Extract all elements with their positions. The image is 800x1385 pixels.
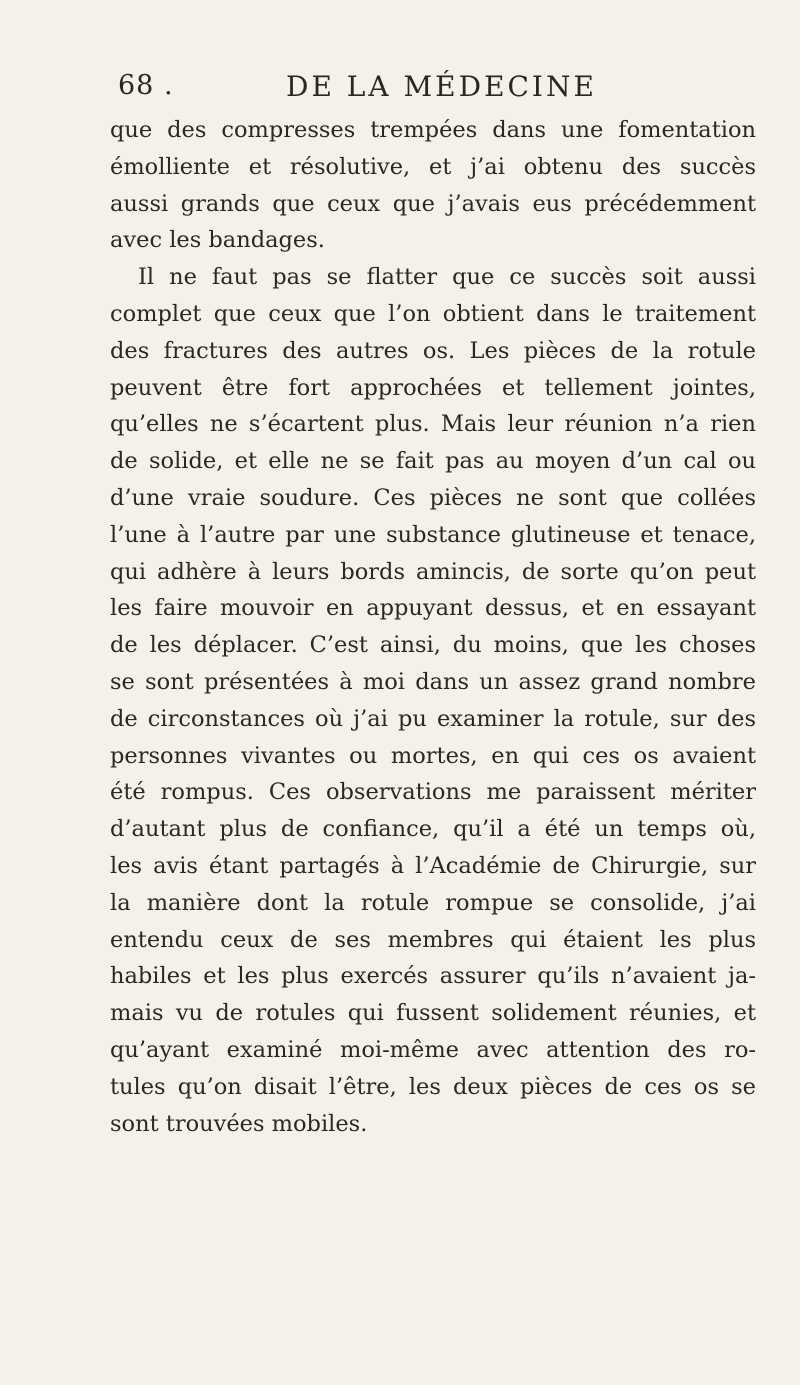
- page-number-separator: .: [163, 70, 174, 101]
- text-line: qu’elles ne s’écartent plus. Mais leur réunion n’a rien: [110, 411, 756, 438]
- running-head: [118, 70, 678, 110]
- text-line: de les déplacer. C’est ainsi, du moins, que les choses: [110, 632, 756, 659]
- text-line: qu’ayant examiné moi-même avec attention des ro-: [110, 1036, 756, 1063]
- text-line: se sont présentées à moi dans un assez grand nombre: [110, 668, 756, 695]
- text-line: peuvent être fort approchées et tellement jointes,: [110, 374, 756, 401]
- text-line: d’autant plus de confiance, qu’il a été un temps où,: [110, 816, 756, 843]
- text-line: tules qu’on disait l’être, les deux pièces de ces os se: [110, 1073, 756, 1100]
- text-line: l’une à l’autre par une substance glutineuse et tenace,: [110, 521, 756, 548]
- text-line: complet que ceux que l’on obtient dans le traitement: [110, 300, 756, 327]
- text-line: sont trouvées mobiles.: [110, 1110, 368, 1137]
- text-line: avec les bandages.: [110, 227, 325, 254]
- page-number-value: 68: [118, 70, 155, 101]
- body-text: [110, 112, 756, 1142]
- page-number: [118, 70, 174, 101]
- text-line: personnes vivantes ou mortes, en qui ces os avaient: [110, 742, 756, 769]
- text-line: les avis étant partagés à l’Académie de Chirurgie, sur: [110, 852, 756, 879]
- text-line: aussi grands que ceux que j’avais eus précédemment: [110, 190, 756, 217]
- text-line: entendu ceux de ses membres qui étaient les plus: [110, 926, 756, 953]
- text-line: que des compresses trempées dans une fomentation: [110, 117, 756, 143]
- text-line: qui adhère à leurs bords amincis, de sorte qu’on peut: [110, 558, 756, 585]
- text-line: été rompus. Ces observations me paraissent mériter: [110, 779, 756, 806]
- text-line: d’une vraie soudure. Ces pièces ne sont que collées: [110, 484, 756, 511]
- text-line: de solide, et elle ne se fait pas au moyen d’un cal ou: [110, 448, 756, 475]
- text-line: mais vu de rotules qui fussent solidement réunies, et: [110, 1000, 756, 1027]
- running-head-title: DE LA MÉDECINE: [286, 70, 597, 103]
- text-line: la manière dont la rotule rompue se consolide, j’ai: [110, 889, 756, 916]
- text-line: de circonstances où j’ai pu examiner la rotule, sur des: [110, 705, 756, 732]
- text-line: des fractures des autres os. Les pièces de la rotule: [110, 337, 756, 364]
- text-line: émolliente et résolutive, et j’ai obtenu des succès: [110, 153, 756, 180]
- paragraph-start-line: Il ne faut pas se flatter que ce succès soit aussi: [138, 264, 756, 291]
- text-line: les faire mouvoir en appuyant dessus, et en essayant: [110, 595, 756, 622]
- text-line: habiles et les plus exercés assurer qu’ils n’avaient ja-: [110, 963, 756, 990]
